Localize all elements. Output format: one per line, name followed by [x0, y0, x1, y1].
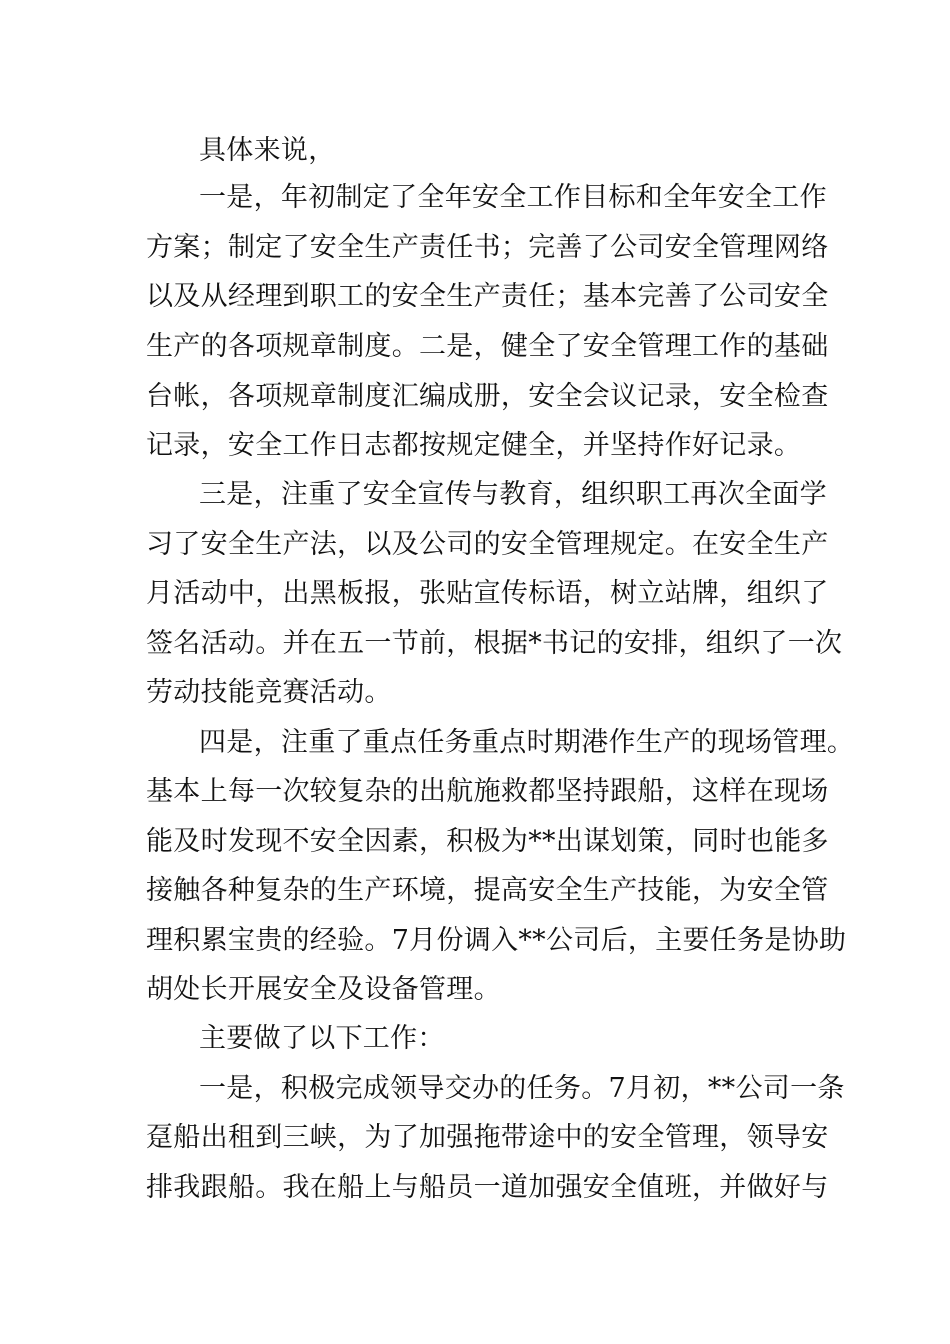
paragraph-line: 四是，注重了重点任务重点时期港作生产的现场管理。 — [199, 727, 855, 758]
paragraph-line: 理积累宝贵的经验。7月份调入**公司后，主要任务是协助 — [146, 925, 847, 956]
paragraph-line: 接触各种复杂的生产环境，提高安全生产技能，为安全管 — [146, 875, 829, 906]
paragraph-line: 记录，安全工作日志都按规定健全，并坚持作好记录。 — [146, 430, 802, 461]
paragraph-line: 签名活动。并在五一节前，根据*书记的安排，组织了一次 — [146, 628, 843, 659]
paragraph-line: 三是，注重了安全宣传与教育，组织职工再次全面学 — [199, 479, 827, 510]
paragraph-line: 主要做了以下工作： — [199, 1023, 445, 1054]
paragraph-line: 具体来说， — [199, 135, 336, 166]
paragraph-line: 劳动技能竞赛活动。 — [146, 677, 392, 708]
paragraph-line: 方案；制定了安全生产责任书；完善了公司安全管理网络 — [146, 232, 829, 263]
paragraph-line: 排我跟船。我在船上与船员一道加强安全值班，并做好与 — [146, 1172, 829, 1203]
paragraph-line: 台帐，各项规章制度汇编成册，安全会议记录，安全检查 — [146, 381, 829, 412]
paragraph-line: 一是，年初制定了全年安全工作目标和全年安全工作 — [199, 182, 827, 213]
paragraph-line: 习了安全生产法，以及公司的安全管理规定。在安全生产 — [146, 529, 829, 560]
paragraph-line: 一是，积极完成领导交办的任务。7月初，**公司一条 — [199, 1073, 845, 1104]
paragraph-line: 能及时发现不安全因素，积极为**出谋划策，同时也能多 — [146, 826, 829, 857]
paragraph-line: 趸船出租到三峡，为了加强拖带途中的安全管理，领导安 — [146, 1122, 829, 1153]
paragraph-line: 基本上每一次较复杂的出航施救都坚持跟船，这样在现场 — [146, 776, 829, 807]
paragraph-line: 生产的各项规章制度。二是，健全了安全管理工作的基础 — [146, 331, 829, 362]
paragraph-line: 月活动中，出黑板报，张贴宣传标语，树立站牌，组织了 — [146, 578, 829, 609]
paragraph-line: 以及从经理到职工的安全生产责任；基本完善了公司安全 — [146, 281, 829, 312]
paragraph-line: 胡处长开展安全及设备管理。 — [146, 974, 501, 1005]
